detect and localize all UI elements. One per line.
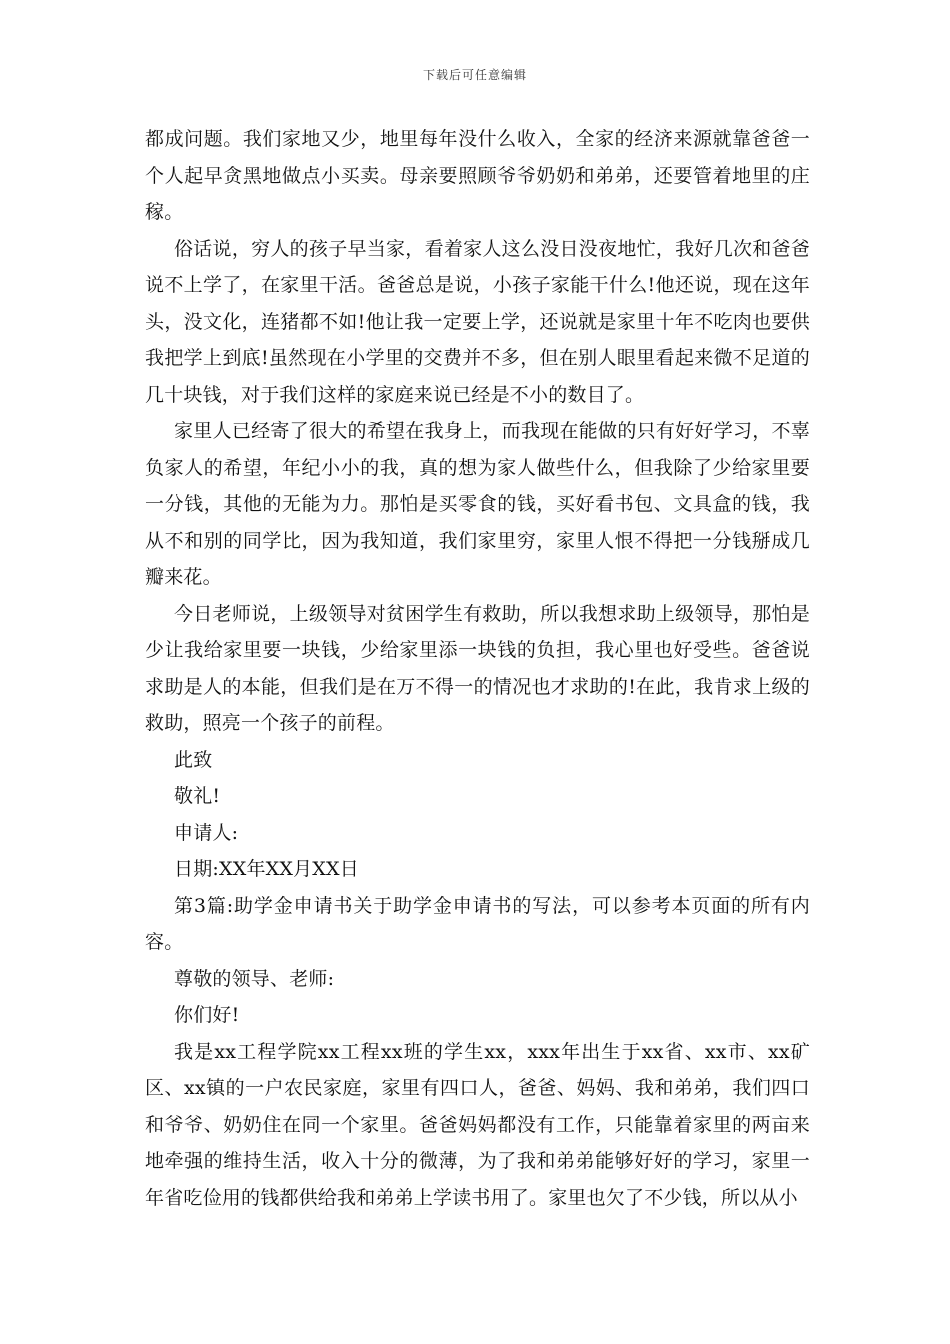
applicant-line: 申请人:: [174, 821, 239, 844]
paragraph: 今日老师说，上级领导对贫困学生有救助，所以我想求助上级领导，那怕是少让我给家里要一块钱，少给家里添一块钱的负担，我心里也好受些。爸爸说求助是人的本能，但我们是在万不得一的情况也才求助的!在此，我肯求上级的救助，照亮一个孩子的前程。: [145, 602, 810, 734]
paragraph: 俗话说，穷人的孩子早当家，看着家人这么没日没夜地忙，我好几次和爸爸说不上学了，在家里干活。爸爸总是说，小孩子家能干什么!他还说，现在这年头，没文化，连猪都不如!他让我一定要上学，还说就是家里十年不吃肉也要供我把学上到底!虽然现在小学里的交费并不多，但在别人眼里看起来微不足道的几十块钱，对于我们这样的家庭来说已经是不小的数目了。: [145, 237, 810, 406]
greeting-line: 尊敬的领导、老师:: [174, 967, 335, 990]
paragraph: 家里人已经寄了很大的希望在我身上，而我现在能做的只有好好学习，不辜负家人的希望，年纪小小的我，真的想为家人做些什么，但我除了少给家里要一分钱，其他的无能为力。那怕是买零食的钱，买好看书包、文具盒的钱，我从不和别的同学比，因为我知道，我们家里穷，家里人恨不得把一分钱掰成几瓣来花。: [145, 420, 810, 588]
document-body: [145, 121, 810, 1216]
section-heading: 第3篇:助学金申请书关于助学金申请书的写法，可以参考本页面的所有内容。: [145, 894, 810, 953]
greeting-line: 你们好!: [174, 1004, 240, 1026]
date-line: 日期:XX年XX月XX日: [174, 858, 359, 880]
salutation-line: 敬礼!: [174, 785, 221, 807]
closing-line: 此致: [174, 748, 213, 771]
page-header: 下载后可任意编辑: [422, 68, 527, 82]
paragraph: 都成问题。我们家地又少，地里每年没什么收入，全家的经济来源就靠爸爸一个人起早贪黑地做点小买卖。母亲要照顾爷爷奶奶和弟弟，还要管着地里的庄稼。: [145, 128, 810, 223]
paragraph: 我是xx工程学院xx工程xx班的学生xx，xxx年出生于xx省、xx市、xx矿区、xx镇的一户农民家庭，家里有四口人，爸爸、妈妈、我和弟弟，我们四口和爷爷、奶奶住在同一个家里。爸爸妈妈都没有工作，只能靠着家里的两亩来地牵强的维持生活，收入十分的微薄，为了我和弟弟能够好好的学习，家里一年省吃俭用的钱都供给我和弟弟上学读书用了。家里也欠了不少钱，所以从小: [145, 1040, 810, 1209]
